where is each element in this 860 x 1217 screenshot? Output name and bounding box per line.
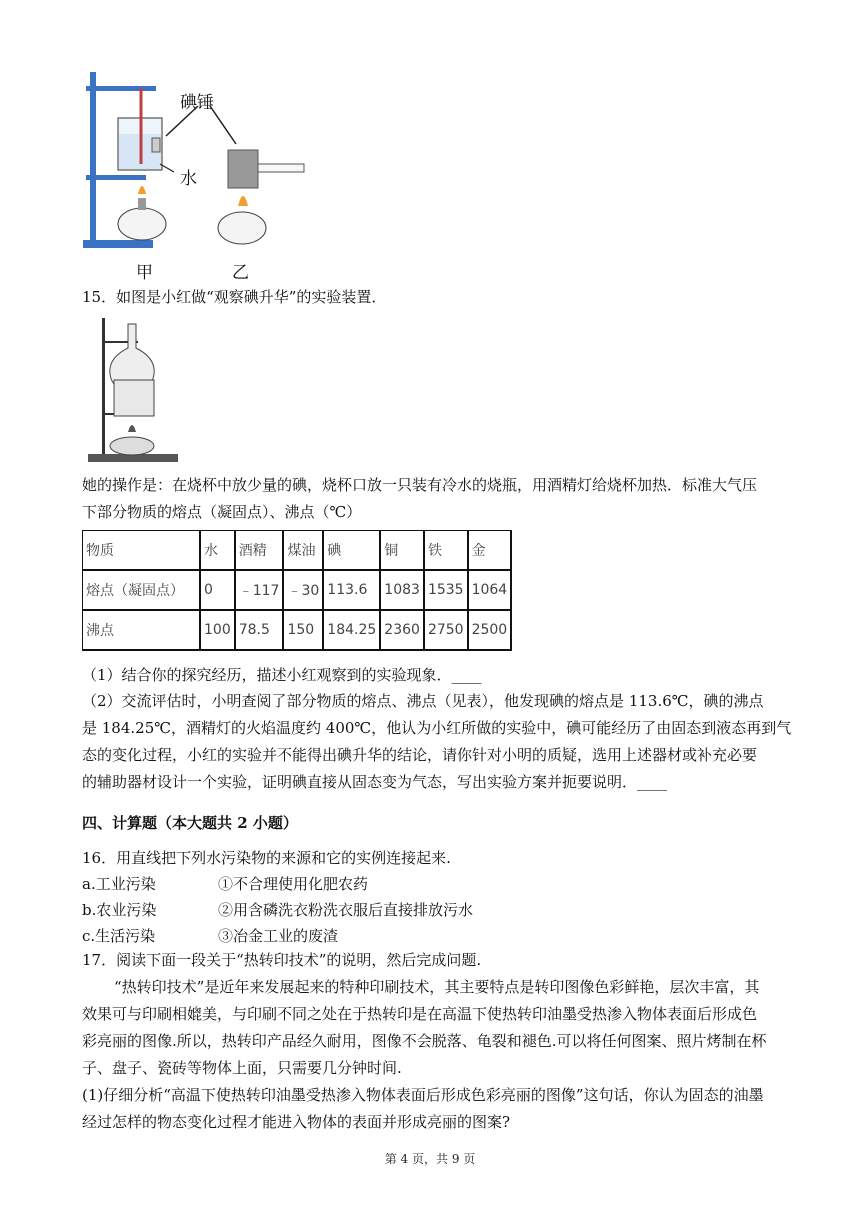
- table-cell: 金: [468, 531, 512, 571]
- table-cell: 水: [200, 531, 235, 571]
- table-cell: 物质: [83, 531, 201, 571]
- label-water: 水: [180, 169, 197, 189]
- table-row: [83, 570, 512, 610]
- q15-sub1: （1）结合你的探究经历，描述小红观察到的实验现象．____: [82, 666, 482, 684]
- q15-sub2-line3: 态的变化过程，小红的实验并不能得出碘升华的结论，请你针对小明的质疑，选用上述器材或补充必要: [82, 746, 758, 764]
- table-cell: ﹣30: [283, 570, 323, 610]
- table-cell: 铜: [380, 531, 424, 571]
- table-cell: 0: [200, 570, 235, 610]
- section-title: 四、计算题（本大题共 2 小题）: [82, 814, 298, 832]
- q16-right-item: ①不合理使用化肥农药: [218, 875, 369, 893]
- stand-base: [83, 240, 153, 248]
- table-cell: 1535: [424, 570, 468, 610]
- table-cell: 1083: [380, 570, 424, 610]
- table-cell: 113.6: [323, 570, 380, 610]
- q17-stem: 17．阅读下面一段关于“热转印技术”的说明，然后完成问题.: [82, 951, 482, 969]
- table-cell: 2750: [424, 610, 468, 650]
- iodine-hammer-bulb: [152, 138, 160, 152]
- q16-left-item: c.生活污染: [82, 927, 156, 945]
- q17-paragraph-line: 彩亮丽的图像.所以，热转印产品经久耐用，图像不会脱落、龟裂和褪色.可以将任何图案、照片烤制在杯: [82, 1032, 767, 1050]
- stand-ring: [86, 175, 146, 180]
- stand-rod: [102, 318, 105, 458]
- label-iodine-hammer: 碘锤: [180, 93, 214, 113]
- table-cell: 煤油: [283, 531, 323, 571]
- q17-paragraph-line: “热转印技术”是近年来发展起来的特种印刷技术，其主要特点是转印图像色彩鲜艳，层次丰富，其: [114, 978, 760, 996]
- table-cell: 熔点（凝固点）: [83, 570, 201, 610]
- q15-desc-line1: 她的操作是：在烧杯中放少量的碘，烧杯口放一只装有冷水的烧瓶，用酒精灯给烧杯加热．标准大气压: [82, 476, 758, 494]
- q17-paragraph-line: 子、盘子、瓷砖等物体上面，只需要几分钟时间.: [82, 1059, 402, 1077]
- q16-stem: 16．用直线把下列水污染物的来源和它的实例连接起来.: [82, 849, 451, 867]
- hammer-head: [228, 150, 258, 188]
- table-cell: 2500: [468, 610, 512, 650]
- q16-right-item: ③冶金工业的废渣: [218, 927, 339, 945]
- table-header-row: [83, 531, 512, 571]
- table-cell: 沸点: [83, 610, 201, 650]
- sublimation-figure: [84, 314, 184, 466]
- stand-rod: [90, 72, 96, 244]
- table-cell: 150: [283, 610, 323, 650]
- q15-stem: 15．如图是小红做“观察碘升华”的实验装置．: [82, 288, 387, 306]
- q15-desc-line2: 下部分物质的熔点（凝固点）、沸点（℃）: [82, 503, 362, 521]
- page-footer: 第 4 页，共 9 页: [384, 1152, 476, 1166]
- hammer-handle: [258, 164, 304, 172]
- table-cell: 2360: [380, 610, 424, 650]
- q16-right-item: ②用含磷洗衣粉洗衣服后直接排放污水: [218, 901, 474, 919]
- label-yi: 乙: [232, 263, 249, 283]
- table-cell: 铁: [424, 531, 468, 571]
- table-row: [83, 610, 512, 650]
- stand-clamp-top: [86, 86, 156, 91]
- alcohol-lamp-2: [218, 212, 266, 244]
- flame-icon-2: [238, 196, 248, 206]
- table-cell: 100: [200, 610, 235, 650]
- table-cell: ﹣117: [235, 570, 284, 610]
- melting-boiling-table: [82, 530, 512, 651]
- q16-left-item: a.工业污染: [82, 875, 156, 893]
- q15-sub2-line1: （2）交流评估时，小明查阅了部分物质的熔点、沸点（见表），他发现碘的熔点是 113.6℃，碘的沸点: [82, 692, 764, 710]
- alcohol-lamp: [110, 437, 154, 455]
- q16-left-item: b.农业污染: [82, 901, 157, 919]
- q17-paragraph-line: 效果可与印刷相媲美，与印刷不同之处在于热转印是在高温下使热转印油墨受热渗入物体表面后形成色: [82, 1005, 758, 1023]
- table-cell: 78.5: [235, 610, 284, 650]
- q15-sub2-line2: 是 184.25℃，酒精灯的火焰温度约 400℃，他认为小红所做的实验中，碘可能经历了由固态到液态再到气: [82, 719, 792, 737]
- table-cell: 1064: [468, 570, 512, 610]
- lamp-wick: [138, 198, 146, 210]
- q17-sub1-line2: 经过怎样的物态变化过程才能进入物体的表面并形成亮丽的图案?: [82, 1113, 511, 1131]
- q15-sub2-line4: 的辅助器材设计一个实验，证明碘直接从固态变为气态，写出实验方案并扼要说明．____: [82, 773, 668, 791]
- table-cell: 184.25: [323, 610, 380, 650]
- table-cell: 酒精: [235, 531, 284, 571]
- alcohol-lamp: [118, 208, 166, 240]
- q17-sub1-line1: (1)仔细分析“高温下使热转印油墨受热渗入物体表面后形成色彩亮丽的图像”这句话，你认为固态的油墨: [82, 1086, 764, 1104]
- beaker: [114, 380, 154, 416]
- table-cell: 碘: [323, 531, 380, 571]
- label-jia: 甲: [136, 263, 153, 283]
- flame-icon: [138, 186, 146, 194]
